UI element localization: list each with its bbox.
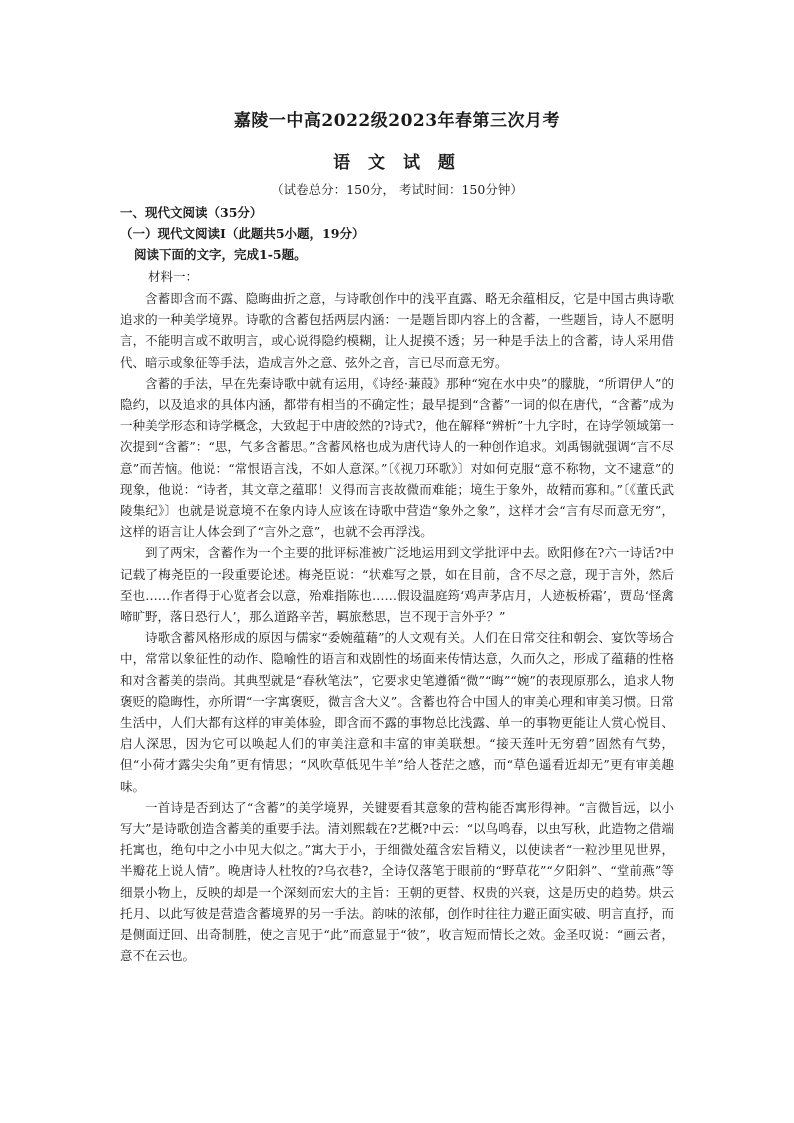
paragraph: 含蓄即含而不露、隐晦曲折之意，与诗歌创作中的浅平直露、略无余蕴相反，它是中国古典诗歌追求的一种美学境界。诗歌的含蓄包括两层内涵：一是题旨即内容上的含蓄，一些题旨，诗人不愿明言，不能明言或不敢明言，或心说得隐约模糊，让人捉摸不透；另一种是手法上的含蓄，诗人采用借代、暗示或象征等手法，造成言外之意、弦外之音，言已尽而意无穷。 (120, 291, 674, 370)
paragraph: 到了两宋，含蓄作为一个主要的批评标准被广泛地运用到文学批评中去。欧阳修在?六一诗话?中记载了梅尧臣的一段重要论述。梅尧臣说：“状难写之景，如在目前，含不尽之意，现于言外，然后至也……作者得于心览者会以意，殆难指陈也……假设温庭筠‘鸡声茅店月，人迹板桥霜’，贾岛‘怪禽啼旷野，落日恐行人’，那么道路辛苦，羁旅愁思，岂不现于言外乎？” (120, 545, 674, 625)
exam-title: 嘉陵一中高2022级2023年春第三次月考 (233, 111, 561, 131)
subject-title: 语 文 试 题 (333, 153, 461, 173)
section-heading: 一、现代文阅读（35分） (120, 205, 263, 220)
paragraph: 诗歌含蓄风格形成的原因与儒家“委婉蕴藉”的人文观有关。人们在日常交往和朝会、宴饮等场合中，常常以象征性的动作、隐喻性的语言和戏剧性的场面来传情达意，久而久之，形成了蕴藉的性格和对含蓄美的崇尚。其典型就是“春秋笔法”，它要求史笔遵循“微”“晦”“婉”的表现原那么，追求人物褒贬的隐晦性，亦所谓“一字寓褒贬，微言含大义”。含蓄也符合中国人的审美心理和审美习惯。日常生活中，人们大都有这样的审美体验，即含而不露的事物总比浅露、单一的事物更能让人赏心悦目、启人深思，因为它可以唤起人们的审美注意和丰富的审美联想。“接天莲叶无穷碧”固然有气势，但“小荷才露尖尖角”更有情思；“风吹草低见牛羊”给人苍茫之感，而“草色遥看近却无”更有审美趣味。 (120, 630, 674, 794)
subsection-heading: （一）现代文阅读Ⅰ（此题共5小题，19分） (120, 226, 365, 241)
reading-passage (120, 288, 674, 967)
material-label: 材料一： (148, 269, 199, 284)
paragraph: 一首诗是否到达了“含蓄”的美学境界，关键要看其意象的营构能否寓形得神。“言微旨远，以小写大”是诗歌创造含蓄美的重要手法。清刘熙载在?艺概?中云：“以鸟鸣春，以虫写秋，此造物之借端托寓也，绝句中之小中见大似之。”寓大于小，于细微处蕴含宏旨精义，以使读者“一粒沙里见世界，半瓣花上说人情”。晚唐诗人杜牧的?乌衣巷?，全诗仅落笔于眼前的“野草花”“夕阳斜”、“堂前燕”等细景小物上，反映的却是一个深刻而宏大的主旨：王朝的更替、权贵的兴衰，这是历史的趋势。烘云托月、以此写彼是营造含蓄境界的另一手法。韵味的浓郁，创作时往往力避正面实破、明言直抒，而是侧面迂回、出奇制胜，使之言见于“此”而意显于“彼”，收言短而情长之效。金圣叹说：“画云者，意不在云也。 (120, 799, 674, 964)
exam-meta: （试卷总分：150分， 考试时间：150分钟） (271, 182, 523, 197)
reading-instruction: 阅读下面的文字，完成1-5题。 (134, 247, 307, 262)
paragraph: 含蓄的手法，早在先秦诗歌中就有运用，《诗经·蒹葭》那种“宛在水中央”的朦胧，“所谓伊人”的隐约，以及追求的具体内涵，都带有相当的不确定性；最早提到“含蓄”一词的似在唐代，“含蓄”成为一种美学形态和诗学概念，大致起于中唐皎然的?诗式?，他在解释“辨析”十九字时，在诗学领域第一次提到“含蓄”：“思，气多含蓄思。”含蓄风格也成为唐代诗人的一种创作追求。刘禹锡就强调“言不尽意”而苦恼。他说：“常恨语言浅，不如人意深。”〔《视刀环歌》〕对如何克服“意不称物，文不逮意”的现象，他说：“诗者，其文章之蕴耶！义得而言丧故微而难能；境生于象外，故精而寡和。”〔《董氏武陵集纪》〕也就是说意境不在象内诗人应该在诗歌中营造“象外之象”，这样才会“言有尽而意无穷”，这样的语言让人体会到了“言外之意”，也就不会再浮浅。 (120, 375, 674, 540)
